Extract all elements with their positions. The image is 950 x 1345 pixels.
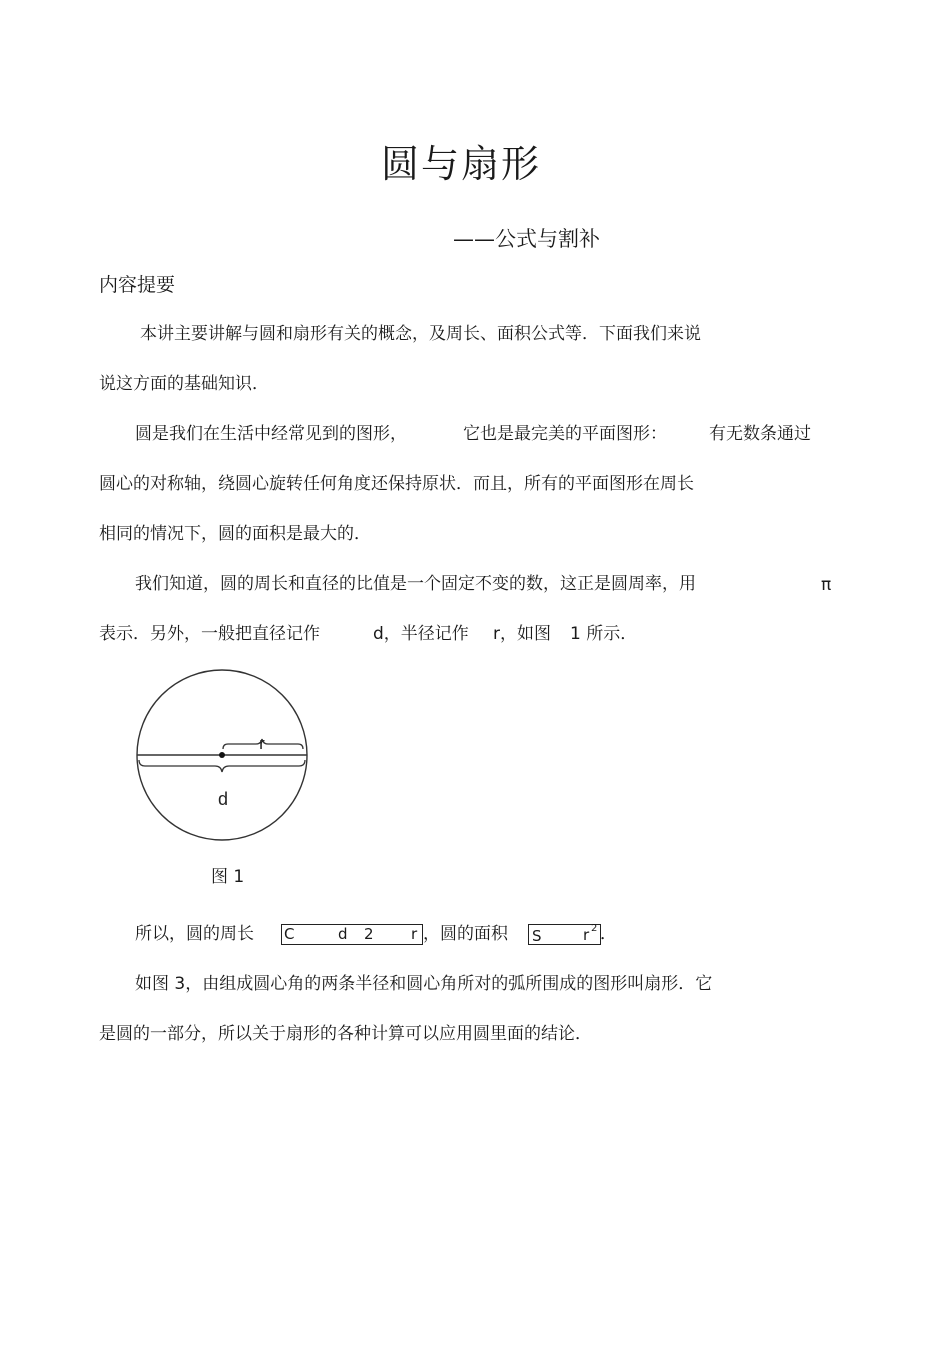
paragraph-line: 圆心的对称轴，绕圆心旋转任何角度还保持原状．而且，所有的平面图形在周长	[99, 474, 694, 494]
figure-caption: 图 1	[211, 867, 245, 887]
formula-exponent: 2	[591, 923, 598, 934]
diameter-label: d	[217, 789, 229, 809]
paragraph-line: 我们知道，圆的周长和直径的比值是一个固定不变的数，这正是圆周率，用	[135, 574, 696, 594]
paragraph-line: 1 所示．	[570, 624, 638, 644]
paragraph-line: 有无数条通过	[709, 424, 811, 444]
paragraph-line: 如图 3，由组成圆心角的两条半径和圆心角所对的弧所围成的图形叫扇形．它	[135, 974, 713, 994]
center-point	[219, 752, 225, 758]
formula-symbol-r: r	[583, 926, 590, 944]
paragraph-line: 说这方面的基础知识．	[99, 374, 269, 394]
document-title: 圆与扇形	[380, 142, 541, 186]
formula-symbol-two: 2	[364, 925, 374, 943]
document-subtitle: ——公式与割补	[453, 227, 600, 251]
circumference-formula-box	[281, 924, 423, 945]
paragraph-line: 本讲主要讲解与圆和扇形有关的概念，及周长、面积公式等．下面我们来说	[140, 324, 701, 344]
formula-symbol-r: r	[411, 925, 418, 943]
paragraph-line: 所以，圆的周长	[135, 924, 254, 944]
formula-symbol-d: d	[338, 925, 348, 943]
circle-figure	[125, 665, 325, 850]
radius-label: r	[259, 734, 265, 753]
paragraph-line: ，圆的面积	[423, 924, 508, 944]
paragraph-line: 圆是我们在生活中经常见到的图形，	[135, 424, 407, 444]
paragraph-line: d，半径记作	[373, 624, 469, 644]
paragraph-line: 是圆的一部分，所以关于扇形的各种计算可以应用圆里面的结论．	[99, 1024, 592, 1044]
diameter-brace	[139, 760, 305, 772]
paragraph-line: 相同的情况下，圆的面积是最大的．	[99, 524, 371, 544]
paragraph-line: 表示．另外，一般把直径记作	[99, 624, 320, 644]
paragraph-line: 它也是最完美的平面图形：	[463, 424, 667, 444]
section-heading: 内容提要	[99, 274, 176, 296]
pi-symbol: π	[821, 575, 832, 595]
paragraph-line: r，如图	[493, 624, 551, 644]
paragraph-line: ．	[600, 924, 617, 944]
area-formula-box	[528, 924, 601, 945]
formula-symbol-c: C	[284, 925, 295, 943]
formula-symbol-s: S	[532, 927, 542, 945]
